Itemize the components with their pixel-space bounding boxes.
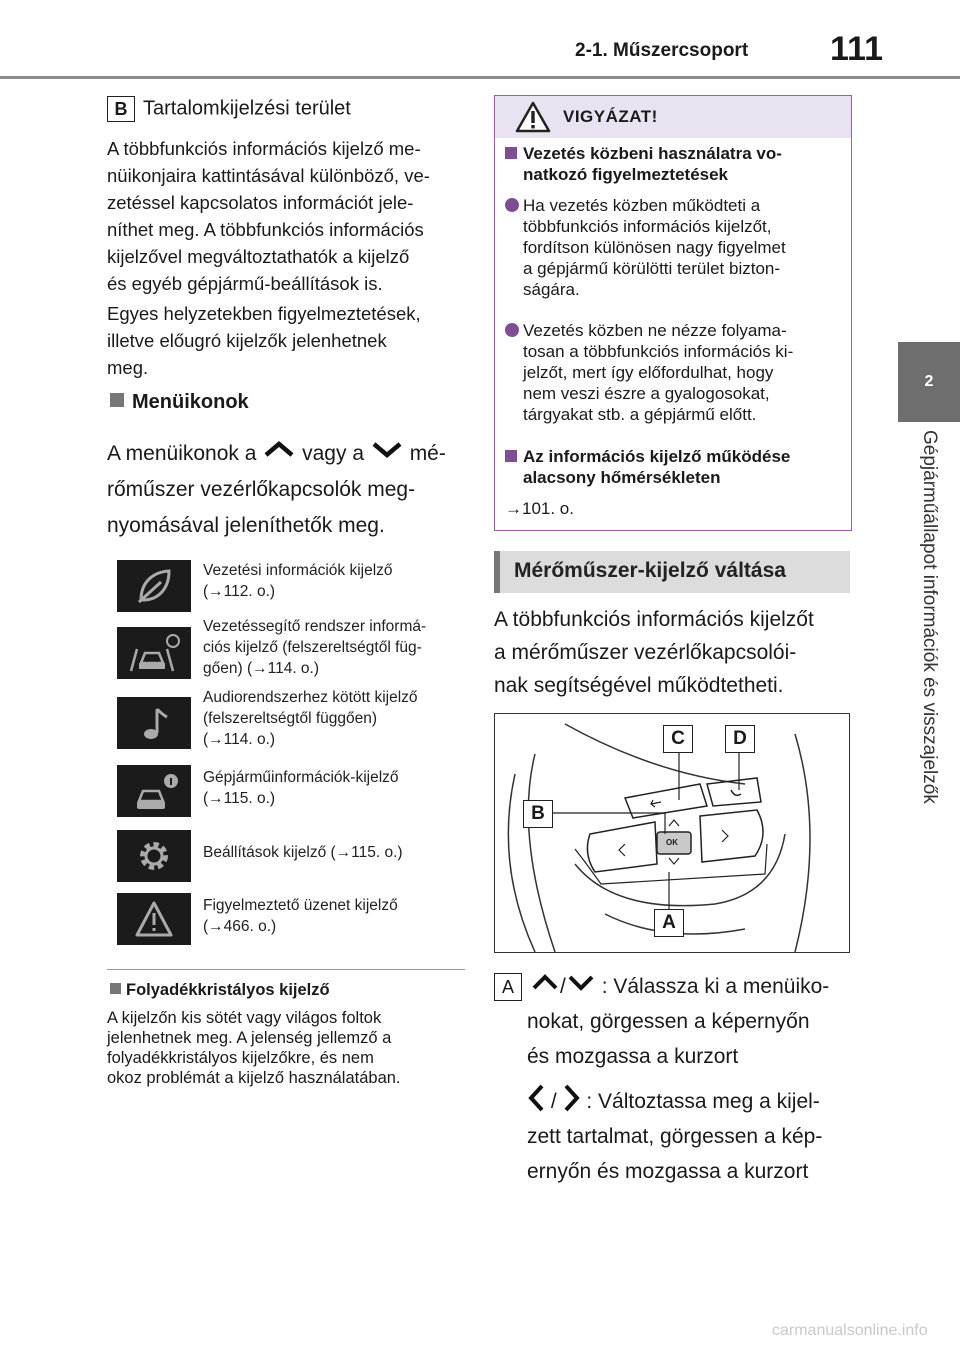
- text-line: és egyéb gépjármű-beállítások is.: [107, 273, 383, 294]
- menu-item-text: [203, 616, 473, 679]
- divider: [107, 969, 465, 970]
- text-line: (→112. o.): [203, 583, 276, 600]
- text-line: okoz problémát a kijelző használatában.: [107, 1069, 401, 1087]
- text-line: fordítson különösen nagy figyelmet: [523, 238, 786, 257]
- header-rule: [0, 76, 960, 79]
- caution-box: [494, 95, 852, 531]
- caution-title: VIGYÁZAT!: [563, 107, 658, 126]
- text-line: Egyes helyzetekben figyelmeztetések,: [107, 303, 421, 324]
- ok-label: OK: [666, 838, 678, 847]
- text-line: ciós kijelző (felszereltségtől füg-: [203, 639, 422, 656]
- callout-c: C: [663, 725, 693, 753]
- text-line: jelzőt, mert így előfordulhat, hogy: [523, 363, 774, 382]
- text-line: Az információs kijelző működése: [523, 447, 791, 466]
- menu-intro: [107, 436, 477, 543]
- watermark: carmanualsonline.info: [772, 1322, 928, 1339]
- text-line: A többfunkciós információs kijelzőt: [494, 608, 814, 631]
- chevron-right-icon: [563, 1083, 581, 1113]
- text-line: Vezetés közben ne nézze folyama-: [523, 321, 787, 340]
- text-part: : Válassza ki a menüiko-: [601, 975, 830, 998]
- text-line: ernyőn és mozgassa a kurzort: [527, 1160, 809, 1183]
- text-line: nak segítségével működtetheti.: [494, 674, 784, 697]
- warning-triangle-icon: [515, 101, 551, 133]
- text-line: Figyelmeztető üzenet kijelző: [203, 897, 398, 914]
- callout-d: D: [725, 725, 755, 753]
- steering-switch-diagram: [494, 713, 850, 953]
- text-part: A menüikonok a: [107, 442, 257, 465]
- text-line: (→114. o.): [203, 731, 276, 748]
- lcd-heading: [110, 981, 330, 1000]
- text-line: (felszereltségtől függően): [203, 710, 378, 727]
- section-title-bar: [494, 551, 850, 593]
- text-line: kijelzővel megváltoztathatók a kijelző: [107, 246, 410, 267]
- text-part: mé-: [409, 442, 446, 465]
- caution-heading-2: [505, 446, 840, 488]
- text-line: níthet meg. A többfunkciós információs: [107, 219, 424, 240]
- chapter-side-title-text: Gépjárműállapot információk és visszajelzők: [919, 430, 940, 804]
- text-line: [494, 970, 874, 1004]
- separator: /: [550, 1090, 557, 1113]
- lcd-heading-text: Folyadékkristályos kijelző: [126, 981, 330, 999]
- text-line: (→115. o.): [203, 790, 276, 807]
- text-line: nüikonjaira kattintásával különböző, ve-: [107, 165, 430, 186]
- menu-icons-heading: [110, 391, 249, 414]
- text-line: ságára.: [523, 280, 580, 299]
- callout-a: A: [654, 909, 684, 937]
- menu-item-text: [203, 687, 473, 750]
- text-line: illetve előugró kijelzők jelenhetnek: [107, 330, 387, 351]
- chevron-down-icon: [566, 973, 596, 991]
- label-a-box: A: [494, 973, 522, 1001]
- menu-icons-heading-text: Menüikonok: [132, 391, 249, 413]
- text-line: nyomásával jeleníthetők meg.: [107, 514, 385, 537]
- menu-item-text: [203, 842, 473, 863]
- text-line: alacsony hőmérsékleten: [523, 468, 721, 487]
- caution-ref: →101. o.: [505, 499, 574, 518]
- text-line: folyadékkristályos kijelzőkre, és nem: [107, 1049, 374, 1067]
- menu-item-text: [203, 560, 473, 602]
- text-line: a mérőműszer vezérlőkapcsolói-: [494, 641, 797, 664]
- chevron-left-icon: [527, 1083, 545, 1113]
- text-line: [107, 436, 477, 471]
- section-b-heading: [107, 96, 351, 122]
- paragraph-1: [107, 135, 467, 297]
- text-line: (→466. o.): [203, 918, 277, 935]
- text-line: Beállítások kijelző (→115. o.): [203, 844, 403, 861]
- text-line: A kijelzőn kis sötét vagy világos foltok: [107, 1009, 382, 1027]
- text-line: a gépjármű körülötti terület bizton-: [523, 259, 781, 278]
- description-a: [494, 970, 874, 1189]
- text-line: zett tartalmat, görgessen a kép-: [527, 1125, 823, 1148]
- separator: /: [560, 975, 566, 998]
- paragraph-2: [107, 300, 467, 381]
- text-line: natkozó figyelmeztetések: [523, 165, 729, 184]
- lcd-paragraph: [107, 1008, 472, 1088]
- chevron-down-icon: [370, 440, 404, 458]
- caution-heading-1: [505, 143, 840, 185]
- label-b-box: B: [107, 96, 135, 122]
- car-info-icon: [117, 765, 191, 817]
- page-number: 111: [830, 30, 883, 68]
- gear-icon: [117, 830, 191, 882]
- text-line: jelenhetnek meg. A jelenség jellemző a: [107, 1029, 392, 1047]
- text-line: Audiorendszerhez kötött kijelző: [203, 689, 418, 706]
- text-line: Ha vezetés közben működteti a: [523, 196, 761, 215]
- text-line: és mozgassa a kurzort: [527, 1045, 739, 1068]
- text-part: vagy a: [302, 442, 364, 465]
- round-bullet-icon: [505, 323, 519, 337]
- leaf-icon: [117, 560, 191, 612]
- menu-item-text: [203, 767, 473, 809]
- text-line: A többfunkciós információs kijelző me-: [107, 138, 421, 159]
- square-bullet-icon: [110, 393, 124, 407]
- warning-triangle-icon: [117, 893, 191, 945]
- square-bullet-icon: [110, 983, 121, 994]
- chapter-side-title: [898, 430, 960, 860]
- text-line: [494, 1083, 874, 1119]
- text-line: zetéssel kapcsolatos információt jele-: [107, 192, 414, 213]
- running-header: 2-1. Műszercsoport: [575, 40, 749, 61]
- text-line: Vezetéssegítő rendszer informá-: [203, 618, 427, 635]
- text-line: Gépjárműinformációk-kijelző: [203, 769, 399, 786]
- menu-item-text: [203, 895, 473, 937]
- text-part: : Változtassa meg a kijel-: [586, 1090, 820, 1113]
- caution-bullet-1: [505, 195, 840, 300]
- round-bullet-icon: [505, 198, 519, 212]
- chapter-tab: 2: [898, 342, 960, 422]
- text-line: nem veszi észre a gyalogosokat,: [523, 384, 770, 403]
- text-line: rőműszer vezérlőkapcsolók meg-: [107, 478, 416, 501]
- text-line: tosan a többfunkciós információs ki-: [523, 342, 794, 361]
- section-b-title: Tartalomkijelzési terület: [143, 97, 351, 120]
- text-line: Vezetés közbeni használatra vo-: [523, 144, 782, 163]
- text-line: Vezetési információk kijelző: [203, 562, 393, 579]
- section-intro: [494, 603, 864, 702]
- caution-bullet-2: [505, 320, 840, 425]
- text-line: tárgyakat stb. a gépjármű előtt.: [523, 405, 757, 424]
- chevron-up-icon: [262, 440, 296, 458]
- chevron-up-icon: [530, 973, 560, 991]
- music-note-icon: [117, 697, 191, 749]
- text-line: többfunkciós információs kijelzőt,: [523, 217, 772, 236]
- text-line: meg.: [107, 357, 149, 378]
- text-line: gően) (→114. o.): [203, 660, 320, 677]
- text-line: nokat, görgessen a képernyőn: [527, 1010, 810, 1033]
- driving-assist-icon: [117, 627, 191, 679]
- square-bullet-icon: [505, 147, 517, 159]
- square-bullet-icon: [505, 450, 517, 462]
- section-title: Mérőműszer-kijelző váltása: [514, 559, 786, 582]
- callout-b: B: [523, 800, 553, 828]
